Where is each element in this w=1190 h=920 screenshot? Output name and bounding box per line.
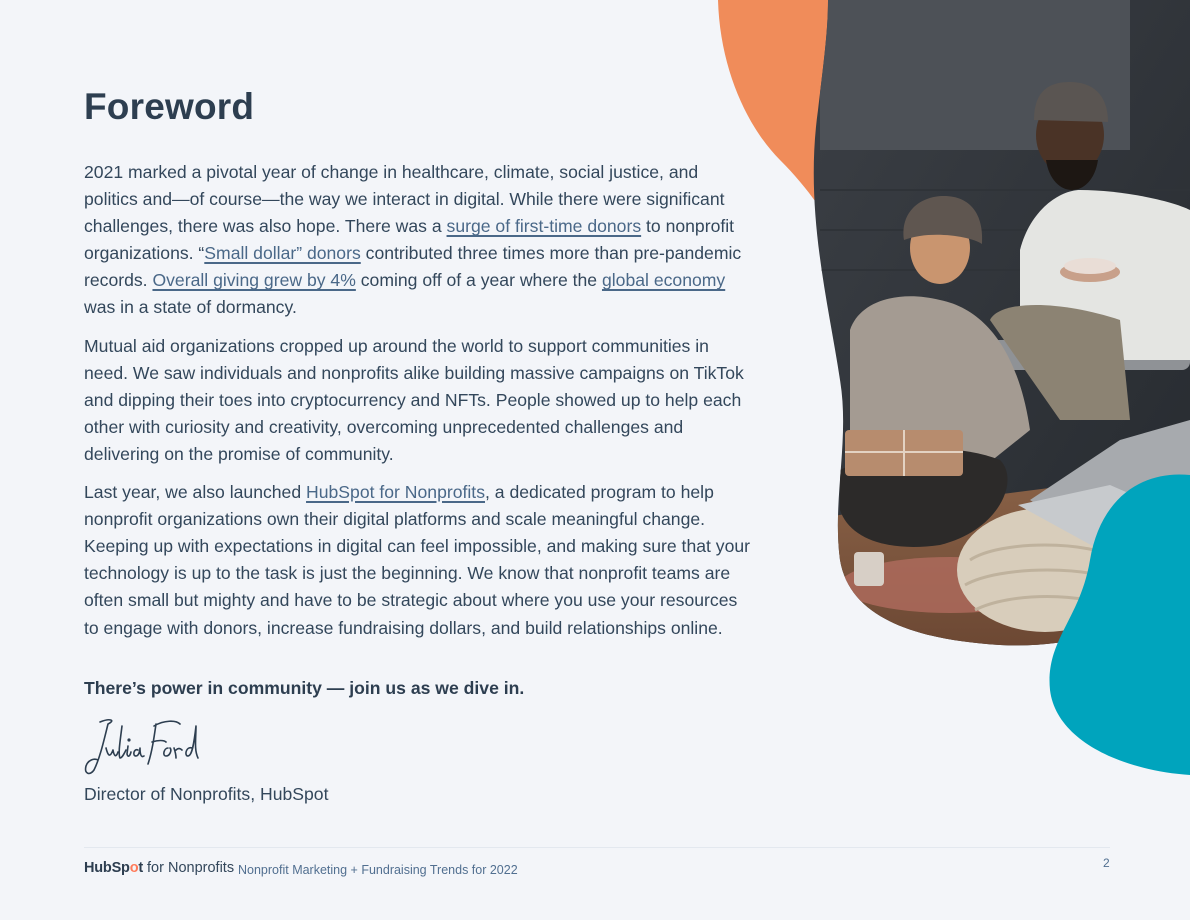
paragraph-1: [84, 159, 756, 322]
link-small-dollar-donors[interactable]: Small dollar” donors: [204, 243, 361, 264]
link-surge-of-first-time-donors[interactable]: surge of first-time donors: [446, 216, 642, 237]
link-global-economy[interactable]: global economy: [601, 270, 726, 291]
paragraph-3: [84, 479, 756, 642]
signature-caption: Director of Nonprofits, HubSpot: [84, 784, 329, 804]
link-overall-giving[interactable]: Overall giving grew by 4%: [152, 270, 356, 291]
paragraph-2: Mutual aid organizations cropped up around the world to support communities in need. We saw individuals and nonprofits alike building massive campaigns on TikTok and dipping their toes into cryptocurrency and NFTs. People showed up to help each other with curiosity and creativity, overcoming unprecedented challenges and delivering on the promise of community.: [84, 335, 744, 464]
page-title: Foreword: [84, 86, 255, 127]
sprocket-icon: o: [129, 860, 139, 876]
paragraph-3-text-b: , a dedicated program to help nonprofit organizations own their digital platforms and scale meaningful change. Keeping up with expectations in digital can feel impossible, and making sure that your technology is up to the task is just the beginning. We know that nonprofit teams are often small but mighty and have to be strategic about where you use your resources to engage with donors, increase fundraising dollars, and build relationships online.: [84, 482, 751, 638]
footer-divider: [84, 847, 1110, 848]
foreword-body: [84, 159, 756, 653]
paragraph-1-text-d: coming off of a year where the: [355, 270, 602, 291]
hubspot-logo: [84, 860, 234, 876]
closing-tagline: There’s power in community — join us as we dive in.: [84, 678, 525, 698]
logo-text-a: HubSp: [84, 860, 130, 876]
logo-text-b: t: [138, 860, 144, 876]
page-number: 2: [1103, 856, 1110, 870]
link-hubspot-for-nonprofits[interactable]: HubSpot for Nonprofits: [306, 482, 485, 503]
paragraph-1-text-c: contributed three times more than pre-pandemic records.: [84, 243, 742, 291]
signature-image: [80, 714, 220, 780]
paragraph-1-text-b: to nonprofit organizations. “: [84, 216, 735, 264]
report-title: Nonprofit Marketing + Fundraising Trends for 2022: [238, 863, 518, 877]
paragraph-1-text-e: was in a state of dormancy.: [84, 297, 297, 318]
paragraph-3-text-a: Last year, we also launched: [84, 482, 307, 503]
paragraph-1-text-a: 2021 marked a pivotal year of change in healthcare, climate, social justice, and politics and—of course—the way we interact in digital. While there were significant challenges, there was also hope. There was a: [84, 162, 725, 237]
logo-suffix: for Nonprofits: [147, 860, 235, 876]
hero-photo: [700, 0, 1190, 790]
